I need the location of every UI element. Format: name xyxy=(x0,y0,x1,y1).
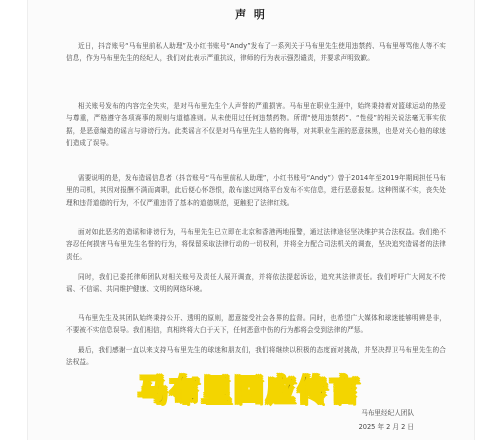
overlay-caption: 马布里回应传言 xyxy=(137,373,362,407)
paragraph-6: 马布里先生及其团队始终秉持公开、透明的原则，愿意接受社会各界的监督。同时，也希望广大媒体和球迷能够明辨是非，不要被不实信息误导。我们相信，真相终将大白于天下，任何恶意中伤的行为都将会受到法律的严惩。 xyxy=(66,314,446,335)
document-title: 声 明 xyxy=(235,8,267,21)
paragraph-7: 最后，我们感谢一直以来支持马布里先生的球迷和朋友们，我们将继续以积极的态度面对挑战，并坚决捍卫马布里先生的合法权益。 xyxy=(66,346,446,367)
signature-date: 2025 年 2 月 2 日 xyxy=(358,423,414,431)
paragraph-1: 近日，抖音账号“马布里前私人助理”及小红书账号“Andy”发布了一系列关于马布里先生使用违禁药、马布里辱骂他人等不实信息，作为马布里先生的经纪人，我们对此表示严重抗议，律师的行为表示强烈谴责，并要求声明致歉。 xyxy=(66,42,446,63)
signature-org: 马布里经纪人团队 xyxy=(361,409,414,417)
paragraph-4: 面对如此恶劣的造谣和诽谤行为，马布里先生已立即在北京和香港两地报警，通过法律途径坚决维护其合法权益。我们绝不容忍任何损害马布里先生名誉的行为，将保留采取法律行动的一切权利，并将全力配合司法机关的调查，坚决追究造谣者的法律责任。 xyxy=(66,228,446,261)
paragraph-5: 同时，我们已委托律师团队对相关账号及责任人展开调查，并将依法提起诉讼，追究其法律责任。我们呼吁广大网友不传谣、不信谣、共同维护健康、文明的网络环境。 xyxy=(66,273,446,294)
paragraph-3: 需要说明的是，发布造谣信息者（抖音账号“马布里前私人助理”，小红书账号“Andy”）曾于2014年至2019年期间担任马布里的司机，其因对报酬不满而离职，此后便心怀怨恨，散布遂过网络平台发布不实信息，进行恶意报复。这种图谋不实，丧失处理和违背道德的行为，不仅严重违背了基本的道德规范，更触犯了法律红线。 xyxy=(66,174,446,207)
paragraph-2: 相关账号发布的内容完全失实，是对马布里先生个人声誉的严重损害。马布里在职业生涯中，始终秉持着对篮球运动的热爱与尊重，严格遵守各项赛事的规则与道德准则。从未使用过任何违禁药物。所谓“使用违禁药”、“性侵”的相关说法毫无事实依据，是恶意编造的谣言与诽谤行为。此类谣言不仅是对马布里先生人格的侮辱，对其职业生涯的恶意抹黑，也是对关心他的球迷们造成了误导。 xyxy=(66,102,446,148)
